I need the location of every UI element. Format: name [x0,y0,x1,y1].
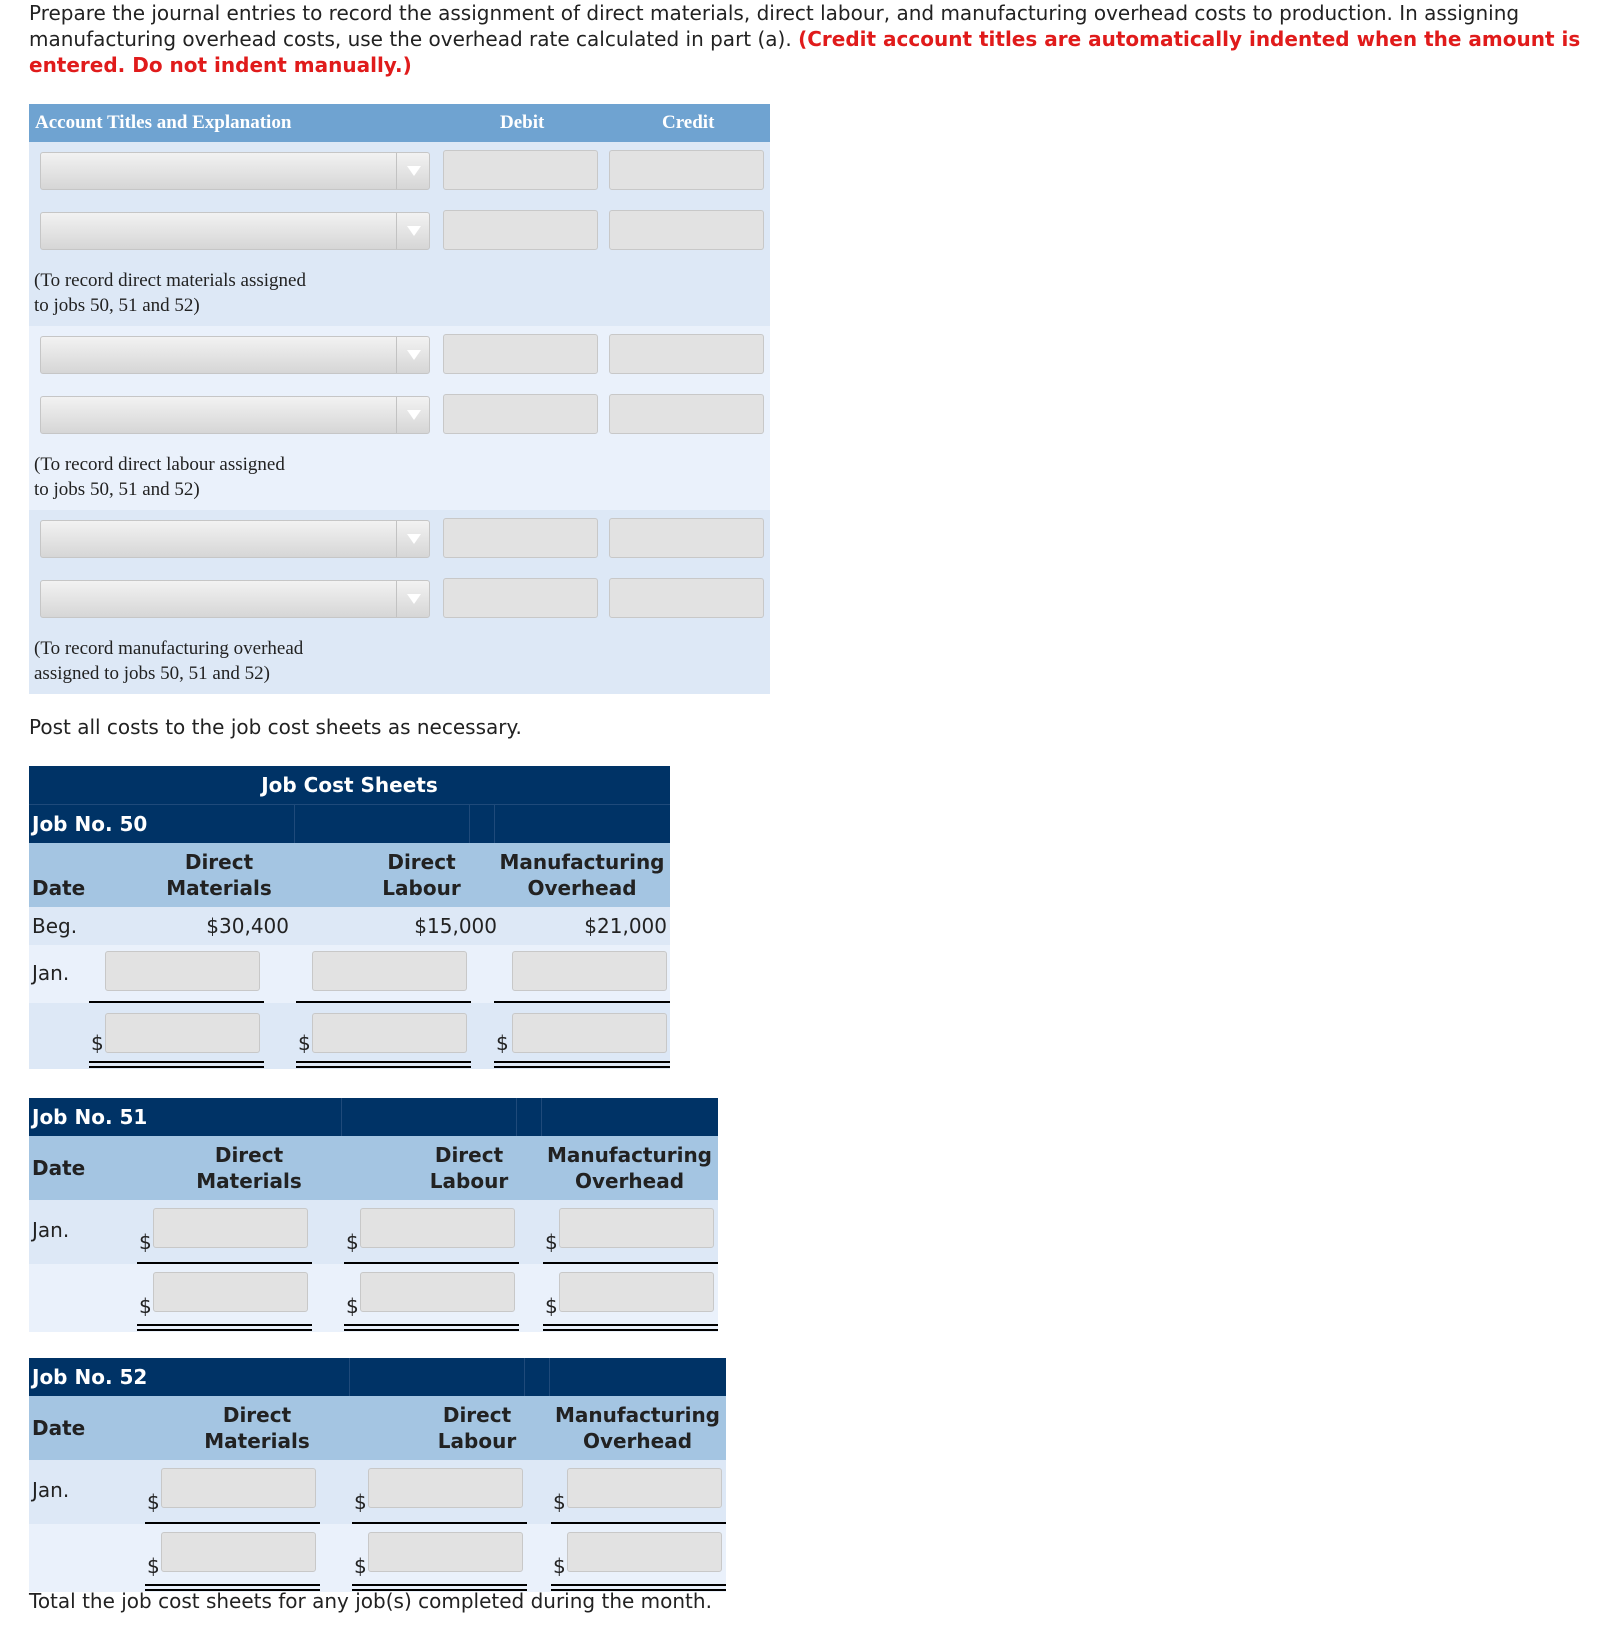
debit-input[interactable] [443,150,598,190]
total-mfg-overhead-input[interactable] [512,1013,667,1053]
dollar-sign: $ [298,1031,311,1055]
instructions [29,0,1589,78]
footer-instruction: Total the job cost sheets for any job(s) completed during the month. [29,1589,712,1613]
dollar-sign: $ [553,1490,566,1514]
credit-input[interactable] [609,150,764,190]
direct-materials-header-1: Direct [222,1403,292,1427]
journal-table [29,104,770,694]
post-instruction: Post all costs to the job cost sheets as necessary. [29,715,522,739]
journal-header [29,104,770,142]
jan-direct-labour-input[interactable] [368,1468,523,1508]
job-cost-sheet-51 [29,1098,718,1332]
journal-row [29,142,770,202]
debit-input[interactable] [443,518,598,558]
account-select[interactable] [40,520,430,558]
chevron-down-icon[interactable] [396,213,429,249]
direct-labour-header-1: Direct [442,1403,512,1427]
dollar-sign: $ [139,1230,152,1254]
date-header: Date [32,1156,86,1180]
direct-materials-header-1: Direct [214,1143,284,1167]
mfg-overhead-header-1: Manufacturing [555,1403,720,1427]
column-headers [29,1136,718,1200]
direct-labour-header-2: Labour [437,1429,517,1453]
dollar-sign: $ [139,1294,152,1318]
journal-row [29,202,770,262]
dollar-sign: $ [346,1230,359,1254]
job-cost-sheet-50 [29,766,670,1069]
date-header: Date [32,876,86,900]
direct-materials-header-2: Materials [196,1169,302,1193]
dollar-sign: $ [147,1490,160,1514]
chevron-down-icon[interactable] [396,397,429,433]
mfg-overhead-header-1: Manufacturing [547,1143,712,1167]
jan-mfg-overhead-input[interactable] [567,1468,722,1508]
jan-direct-labour-input[interactable] [312,951,467,991]
credit-input[interactable] [609,518,764,558]
credit-input[interactable] [609,394,764,434]
chevron-down-icon[interactable] [396,521,429,557]
direct-materials-header-1: Direct [184,850,254,874]
instructions-note: (Credit account titles are automatically indented when the amount is entered. Do not indent manually.) [29,27,1581,77]
job-label: Job No. 51 [32,1105,148,1129]
job-cost-sheets-title: Job Cost Sheets [261,773,438,797]
direct-labour-header-1: Direct [434,1143,504,1167]
dollar-sign: $ [91,1031,104,1055]
total-direct-labour-input[interactable] [368,1532,523,1572]
column-headers [29,1396,726,1460]
total-row [29,1264,718,1332]
mfg-overhead-header-2: Overhead [582,1429,693,1453]
account-select[interactable] [40,396,430,434]
explanation-line: assigned to jobs 50, 51 and 52) [34,663,270,684]
chevron-down-icon[interactable] [396,337,429,373]
chevron-down-icon[interactable] [396,581,429,617]
explanation-line: (To record direct labour assigned [34,454,285,475]
credit-input[interactable] [609,210,764,250]
instructions-text: Prepare the journal entries to record the assignment of direct materials, direct labour, and manufacturing overhead costs to production. In assigning manufacturing overhead costs, use the overhead rate calculated in part (a). [29,1,1520,51]
direct-labour-header-2: Labour [429,1169,509,1193]
job-label-bar [29,1098,718,1136]
total-row [29,1003,670,1069]
debit-input[interactable] [443,210,598,250]
jan-row [29,1200,718,1264]
total-direct-materials-input[interactable] [105,1013,260,1053]
dollar-sign: $ [496,1031,509,1055]
total-row [29,1524,726,1592]
direct-materials-header-2: Materials [166,876,272,900]
total-direct-materials-input[interactable] [153,1272,308,1312]
journal-row [29,326,770,386]
jan-mfg-overhead-input[interactable] [512,951,667,991]
jan-direct-materials-input[interactable] [161,1468,316,1508]
journal-row [29,386,770,446]
mfg-overhead-header-1: Manufacturing [499,850,665,874]
journal-row [29,570,770,630]
explanation-line: (To record manufacturing overhead [34,638,304,659]
job-label-bar [29,804,670,843]
debit-input[interactable] [443,394,598,434]
chevron-down-icon[interactable] [396,153,429,189]
dollar-sign: $ [545,1294,558,1318]
date-header: Date [32,1416,86,1440]
beg-direct-labour: $15,000 [414,914,497,938]
dollar-sign: $ [346,1294,359,1318]
debit-input[interactable] [443,578,598,618]
entry-explanation [29,630,770,694]
jan-direct-materials-input[interactable] [105,951,260,991]
journal-row [29,510,770,570]
total-mfg-overhead-input[interactable] [559,1272,714,1312]
beg-label: Beg. [32,914,78,938]
direct-materials-header-2: Materials [204,1429,310,1453]
dollar-sign: $ [545,1230,558,1254]
credit-input[interactable] [609,578,764,618]
job-label-bar [29,1358,726,1396]
debit-input[interactable] [443,334,598,374]
total-direct-labour-input[interactable] [312,1013,467,1053]
debit-header: Debit [500,112,545,133]
account-select[interactable] [40,212,430,250]
jan-row [29,1460,726,1524]
beg-mfg-overhead: $21,000 [584,914,667,938]
explanation-line: to jobs 50, 51 and 52) [34,479,200,500]
dollar-sign: $ [147,1554,160,1578]
direct-labour-header-1: Direct [387,850,456,874]
job-cost-sheet-52 [29,1358,726,1592]
account-titles-header: Account Titles and Explanation [35,112,292,133]
total-direct-materials-input[interactable] [161,1532,316,1572]
explanation-line: (To record direct materials assigned [34,270,306,291]
total-direct-labour-input[interactable] [360,1272,515,1312]
entry-explanation [29,446,770,510]
direct-labour-header-2: Labour [382,876,461,900]
explanation-line: to jobs 50, 51 and 52) [34,295,200,316]
jan-direct-materials-input[interactable] [153,1208,308,1248]
jan-label: Jan. [32,1478,70,1502]
mfg-overhead-header-2: Overhead [527,876,637,900]
jan-label: Jan. [32,1218,70,1242]
beginning-row [29,907,670,945]
beg-direct-materials: $30,400 [206,914,289,938]
mfg-overhead-header-2: Overhead [574,1169,685,1193]
account-select[interactable] [40,152,430,190]
job-cost-sheets-title-bar [29,766,670,804]
dollar-sign: $ [553,1554,566,1578]
total-mfg-overhead-input[interactable] [567,1532,722,1572]
entry-explanation [29,262,770,326]
dollar-sign: $ [354,1554,367,1578]
dollar-sign: $ [354,1490,367,1514]
account-select[interactable] [40,580,430,618]
credit-input[interactable] [609,334,764,374]
jan-row [29,945,670,1003]
jan-mfg-overhead-input[interactable] [559,1208,714,1248]
account-select[interactable] [40,336,430,374]
job-label: Job No. 50 [32,812,148,836]
job-label: Job No. 52 [32,1365,148,1389]
jan-label: Jan. [32,961,70,985]
column-headers [29,843,670,907]
jan-direct-labour-input[interactable] [360,1208,515,1248]
credit-header: Credit [662,112,715,133]
